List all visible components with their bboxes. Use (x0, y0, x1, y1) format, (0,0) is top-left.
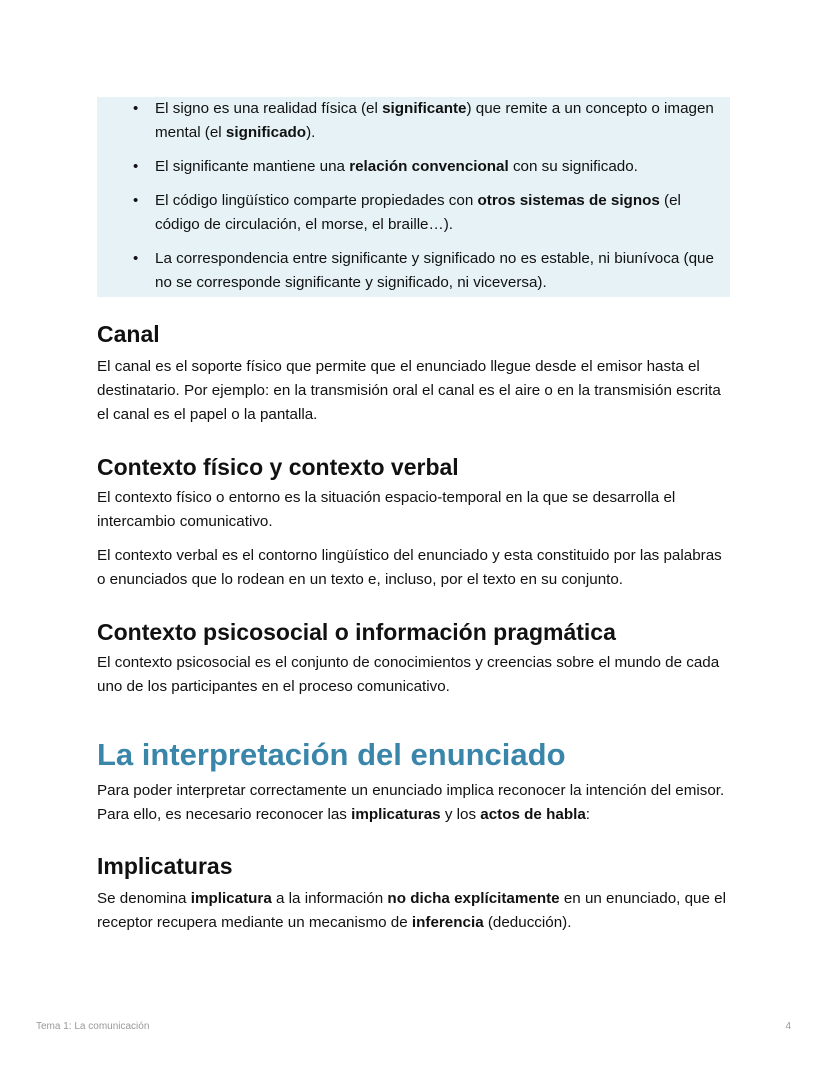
contexto-psicosocial-paragraph: El contexto psicosocial es el conjunto de conocimientos y creencias sobre el mundo de cada uno de los participantes en el proceso comunicativo. (97, 654, 720, 695)
sign-properties-list (133, 97, 716, 295)
list-item: • El signo es una realidad física (el significante) que remite a un concepto o imagen mental (el significado). (133, 97, 716, 145)
canal-heading: Canal (97, 321, 160, 347)
contexto-fisico-heading: Contexto físico y contexto verbal (97, 454, 459, 480)
footer-chapter-title: Tema 1: La comunicación (36, 1021, 150, 1032)
footer-page-number: 4 (785, 1021, 791, 1032)
canal-paragraph: El canal es el soporte físico que permite que el enunciado llegue desde el emisor hasta el destinatario. Por ejemplo: en la transmisión oral el canal es el aire o en la transmisión escrita el canal es el papel o la pantalla. (97, 358, 721, 423)
contexto-verbal-paragraph: El contexto verbal es el contorno lingüístico del enunciado y esta constituido por las palabras o enunciados que lo rodean en un texto e, incluso, por el texto en su conjunto. (97, 547, 722, 588)
list-item: • El significante mantiene una relación convencional con su significado. (133, 155, 716, 179)
bullet-icon: • (133, 100, 139, 117)
bullet-icon: • (133, 250, 139, 267)
bullet-icon: • (133, 192, 139, 209)
page-content (97, 97, 730, 935)
contexto-psicosocial-heading: Contexto psicosocial o información pragmática (97, 619, 616, 645)
interpretacion-paragraph: Para poder interpretar correctamente un enunciado implica reconocer la intención del emisor. Para ello, es necesario reconocer las implicaturas y los actos de habla: (97, 782, 725, 823)
sign-properties-callout (97, 97, 730, 297)
contexto-fisico-paragraph: El contexto físico o entorno es la situación espacio-temporal en la que se desarrolla el intercambio comunicativo. (97, 489, 676, 530)
list-item: • El código lingüístico comparte propiedades con otros sistemas de signos (el código de circulación, el morse, el braille…). (133, 189, 716, 237)
interpretacion-heading: La interpretación del enunciado (97, 737, 566, 772)
implicaturas-heading: Implicaturas (97, 853, 233, 879)
implicaturas-paragraph: Se denomina implicatura a la información no dicha explícitamente en un enunciado, que el receptor recupera mediante un mecanismo de inferencia (deducción). (97, 890, 726, 931)
list-item: • La correspondencia entre significante y significado no es estable, ni biunívoca (que no se corresponde significante y significado, ni viceversa). (133, 247, 716, 295)
bullet-icon: • (133, 158, 139, 175)
